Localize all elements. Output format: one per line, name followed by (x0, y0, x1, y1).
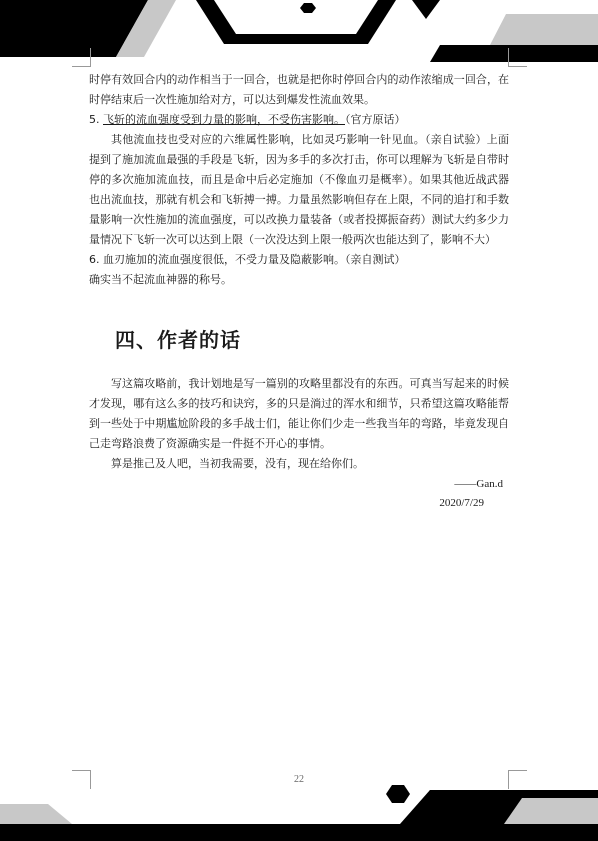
section-heading: 四、作者的话 (115, 328, 241, 352)
list-item-5-underlined: 飞斩的流血强度受到力量的影响，不受伤害影响。 (103, 113, 345, 126)
date: 2020/7/29 (439, 497, 484, 509)
body-section-top (89, 70, 509, 290)
paragraph-author-note: 写这篇攻略前，我计划地是写一篇别的攻略里都没有的东西。可真当写起来的时候才发现，哪有这么多的技巧和诀窍，多的只是淌过的浑水和细节，只希望这篇攻略能帮到一些处于中期尴尬阶段的多手战士们，能让你们少走一些我当年的弯路，毕竟发现自己走弯路浪费了资源确实是一件挺不开心的事情。 (89, 377, 509, 450)
paragraph-time-stop: 时停有效回合内的动作相当于一回合，也就是把你时停回合内的动作浓缩成一回合，在时停结束后一次性施加给对方，可以达到爆发性流血效果。 (89, 73, 509, 106)
corner-mark-tr (508, 48, 527, 67)
page-number: 22 (294, 774, 304, 785)
footer-decoration (0, 780, 598, 841)
paragraph-closing: 算是推己及人吧，当初我需要，没有，现在给你们。 (111, 457, 364, 470)
body-section-author (89, 374, 509, 512)
paragraph-conclusion: 确实当不起流血神器的称号。 (89, 273, 232, 286)
corner-mark-tl (72, 48, 91, 67)
list-item-6: 6. 血刃施加的流血强度很低，不受力量及隐蔽影响。（亲自测试） (89, 253, 406, 266)
list-number-5: 5. (89, 113, 100, 126)
list-item-5 (89, 110, 509, 130)
list-item-5-note: （官方原话） (345, 113, 406, 126)
signature: ——Gan.d (454, 478, 503, 490)
paragraph-other-bleed-skills: 其他流血技也受对应的六维属性影响，比如灵巧影响一针见血。（亲自试验）上面提到了施加流血最强的手段是飞斩，因为多手的多次打击，你可以理解为飞斩是自带时停的多次施加流血技，而且是命中后必定施加（不像血刃是概率）。如果其他近战武器也出流血技，那就有机会和飞斩搏一搏。力量虽然影响但存在上限，不同的追打和手数量影响一次性施加的流血强度，可以改换力量装备（或者投掷振奋药）测试大约多少力量情况下飞斩一次可以达到上限（一次没达到上限一般两次也能达到了，影响不大） (89, 133, 509, 246)
